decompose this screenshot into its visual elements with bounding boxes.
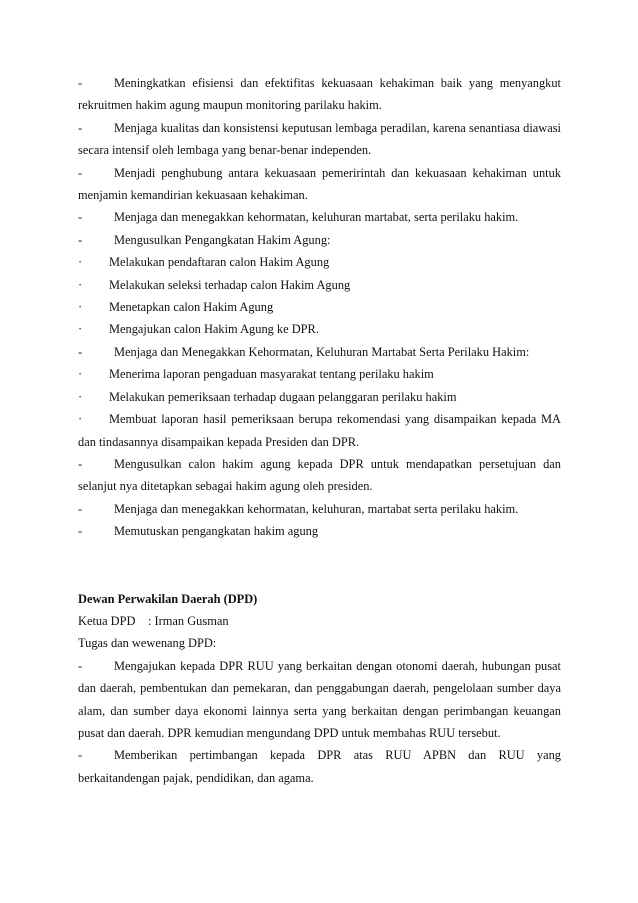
- list-item-text: Mengusulkan calon hakim agung kepada DPR untuk mendapatkan persetujuan dan selanjut nya ditetapkan sebagai hakim agung oleh presiden.: [78, 456, 561, 494]
- section-gap: [78, 543, 561, 588]
- list-item-text: Mengajukan kepada DPR RUU yang berkaitan dengan otonomi daerah, hubungan pusat dan daerah, pembentukan dan pemekaran, dan penggabungan daerah, pengelolaan sumber daya alam, dan sumber daya ekonomi lainnya serta yang berkaitan dengan perimbangan keuangan pusat dan daerah. DPR kemudian mengundang DPD untuk membahas RUU tersebut.: [78, 658, 561, 740]
- list-item: [78, 72, 561, 117]
- sub-list-item: [78, 251, 561, 273]
- sub-list-item: [78, 386, 561, 408]
- list-item-text: Mengajukan calon Hakim Agung ke DPR.: [109, 322, 319, 337]
- sub-list-item: [78, 318, 561, 340]
- section-dpd: [78, 588, 561, 790]
- list-item-text: Menetapkan calon Hakim Agung: [109, 300, 274, 315]
- list-item: [78, 117, 561, 162]
- list-item-text: Melakukan pendaftaran calon Hakim Agung: [109, 255, 330, 270]
- list-bullet: -: [78, 120, 83, 135]
- list-bullet: -: [78, 524, 83, 539]
- list-bullet: -: [78, 501, 83, 516]
- section-heading: Dewan Perwakilan Daerah (DPD): [78, 591, 258, 606]
- list-bullet: ·: [78, 322, 83, 337]
- list-bullet: ·: [78, 412, 83, 427]
- list-item-text: Memutuskan pengangkatan hakim agung: [114, 524, 319, 539]
- list-item: [78, 655, 561, 745]
- list-item-text: Meningkatkan efisiensi dan efektifitas kekuasaan kehakiman baik yang menyangkut rekruitmen hakim agung maupun monitoring parilaku hakim.: [78, 76, 561, 113]
- list-item: [78, 744, 561, 789]
- list-item-text: Menjadi penghubung antara kekuasaan pemeririntah dan kekuasaan kehakiman untuk menjamin kemandirian kekuasaan kehakiman.: [78, 165, 561, 203]
- list-bullet: -: [78, 232, 83, 247]
- list-bullet: ·: [78, 300, 83, 315]
- list-bullet: -: [78, 76, 83, 90]
- list-bullet: ·: [78, 277, 83, 292]
- sub-list-item: [78, 408, 561, 453]
- list-item-text: Menerima laporan pengaduan masyarakat tentang perilaku hakim: [109, 367, 434, 382]
- list-item-text: Menjaga kualitas dan konsistensi keputusan lembaga peradilan, karena senantiasa diawasi secara intensif oleh lembaga yang benar-benar independen.: [78, 120, 561, 158]
- list-bullet: -: [78, 165, 83, 180]
- sub-list-item: [78, 296, 561, 318]
- list-item: [78, 206, 561, 228]
- list-item-text: Menjaga dan menegakkan kehormatan, keluhuran martabat, serta perilaku hakim.: [114, 210, 519, 225]
- list-bullet: -: [78, 210, 83, 225]
- list-item: [78, 453, 561, 498]
- list-item-text: Melakukan seleksi terhadap calon Hakim Agung: [109, 277, 351, 292]
- chair-line: [78, 610, 561, 632]
- list-item-text: Melakukan pemeriksaan terhadap dugaan pelanggaran perilaku hakim: [109, 389, 457, 404]
- sub-list-item: [78, 274, 561, 296]
- list-item: [78, 520, 561, 542]
- chair-label: Ketua DPD: [78, 613, 136, 628]
- list-bullet: -: [78, 344, 83, 359]
- list-item-text: Menjaga dan Menegakkan Kehormatan, Keluhuran Martabat Serta Perilaku Hakim:: [114, 344, 530, 359]
- list-item-text: Memberikan pertimbangan kepada DPR atas RUU APBN dan RUU yang berkaitandengan pajak, pendidikan, dan agama.: [78, 748, 561, 785]
- chair-value: : Irman Gusman: [148, 613, 229, 628]
- list-bullet: ·: [78, 367, 83, 382]
- sub-list-item: [78, 363, 561, 385]
- list-bullet: -: [78, 456, 83, 471]
- list-item-text: Membuat laporan hasil pemeriksaan berupa rekomendasi yang disampaikan kepada MA dan tindasannya disampaikan kepada Presiden dan DPR.: [78, 412, 561, 449]
- list-bullet: ·: [78, 389, 83, 404]
- list-item: [78, 341, 561, 363]
- list-bullet: -: [78, 658, 83, 673]
- list-item: [78, 229, 561, 251]
- list-item: [78, 498, 561, 520]
- list-item: [78, 162, 561, 207]
- list-bullet: ·: [78, 255, 83, 270]
- document-page: [78, 72, 561, 789]
- duties-title: Tugas dan wewenang DPD:: [78, 636, 217, 651]
- list-item-text: Mengusulkan Pengangkatan Hakim Agung:: [114, 232, 331, 247]
- list-item-text: Menjaga dan menegakkan kehormatan, keluhuran, martabat serta perilaku hakim.: [114, 501, 519, 516]
- section-ky-duties: [78, 72, 561, 543]
- list-bullet: -: [78, 748, 83, 763]
